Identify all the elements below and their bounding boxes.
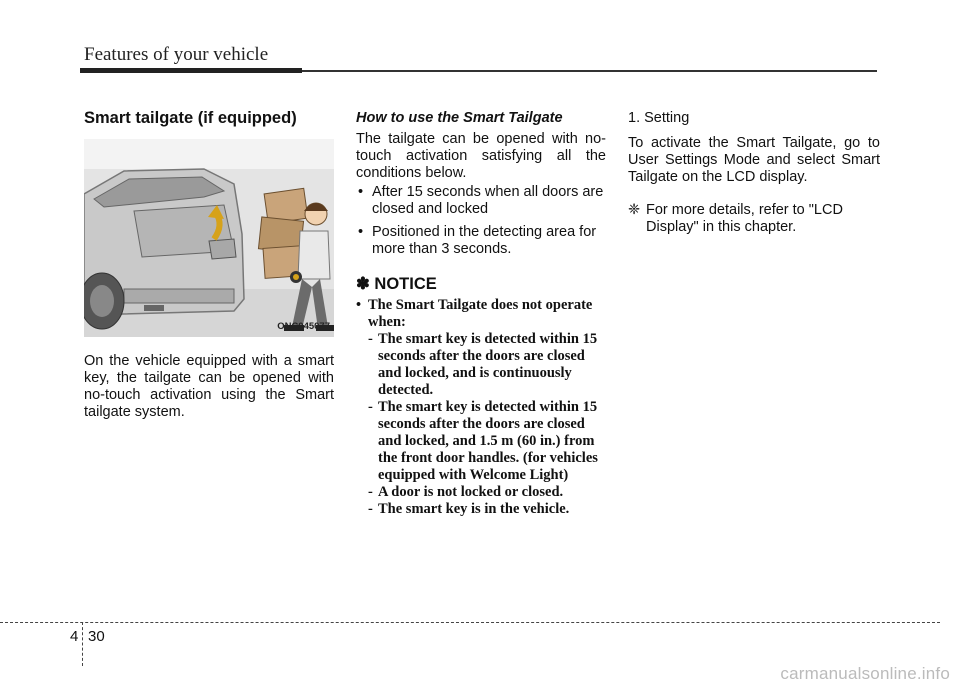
setting-title: 1. Setting: [628, 110, 690, 126]
condition-bullet: [356, 224, 606, 258]
notice-item-text: A door is not locked or closed.: [378, 484, 564, 500]
dash-icon: -: [368, 501, 373, 517]
figure-code: ONC045077: [277, 321, 330, 332]
notice-item-text: The smart key is detected within 15 seconds after the doors are closed and locked, and 1.5 m (60 in.) from the front door handles. (for vehicles equipped with Welcome Light): [378, 399, 598, 483]
header-rule-thick: [80, 68, 302, 73]
notice-title: ✽ NOTICE: [356, 275, 437, 293]
dash-icon: -: [368, 484, 373, 500]
notice-box: [356, 297, 606, 518]
bullet-dot-icon: •: [358, 224, 364, 240]
middle-column: [356, 110, 606, 518]
bullet-dot-icon: •: [356, 297, 362, 313]
dash-icon: -: [368, 399, 373, 415]
watermark: carmanualsonline.info: [780, 664, 950, 683]
notice-item-text: The smart key is in the vehicle.: [378, 501, 570, 517]
section-title: Smart tailgate (if equipped): [84, 109, 297, 127]
condition-text: Positioned in the detecting area for more than 3 seconds.: [372, 224, 597, 257]
reference-mark-icon: ❈: [628, 202, 641, 218]
tailgate-figure: [84, 139, 334, 337]
notice-item: [356, 484, 606, 501]
notice-item: [356, 331, 606, 399]
dash-icon: -: [368, 331, 373, 347]
condition-text: After 15 seconds when all doors are closed and locked: [372, 184, 604, 217]
tailgate-illustration-icon: [84, 139, 334, 337]
footer-divider: [82, 622, 83, 666]
notice-item-text: The smart key is detected within 15 seconds after the doors are closed and locked, and is continuously detected.: [378, 331, 598, 398]
page-number: 30: [88, 628, 105, 645]
chapter-number: 4: [70, 628, 79, 645]
reference-text: For more details, refer to "LCD Display" in this chapter.: [646, 202, 843, 235]
header-rule-thin: [302, 70, 877, 72]
left-column: [84, 110, 334, 421]
intro-paragraph: On the vehicle equipped with a smart key, the tailgate can be opened with no-touch activation using the Smart tailgate system.: [84, 353, 334, 420]
notice-item: [356, 399, 606, 484]
notice-lead-text: The Smart Tailgate does not operate when:: [368, 297, 593, 330]
how-to-title: How to use the Smart Tailgate: [356, 110, 563, 126]
footer-rule: [0, 622, 940, 623]
right-column: [628, 110, 880, 236]
how-to-intro: The tailgate can be opened with no-touch activation satisfying all the conditions below.: [356, 131, 606, 181]
notice-lead: [356, 297, 606, 331]
bullet-dot-icon: •: [358, 184, 364, 200]
condition-bullet: [356, 184, 606, 218]
setting-paragraph: To activate the Smart Tailgate, go to User Settings Mode and select Smart Tailgate on the LCD display.: [628, 135, 880, 185]
header-title: Features of your vehicle: [84, 44, 269, 65]
notice-item: [356, 501, 606, 518]
reference-note: [628, 202, 880, 236]
